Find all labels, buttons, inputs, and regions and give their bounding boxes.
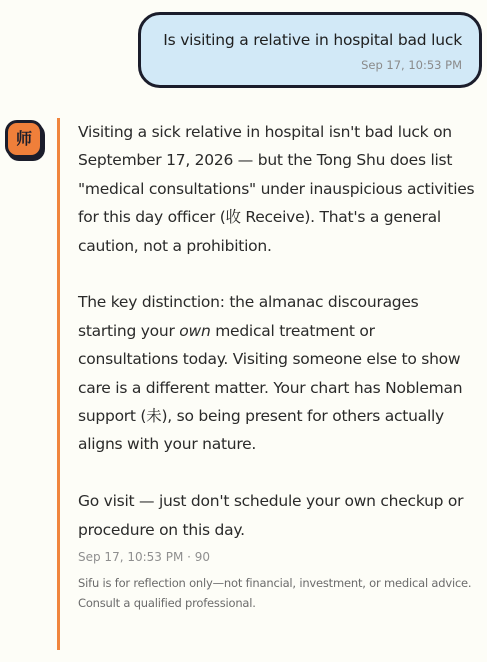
disclaimer-text: Sifu is for reflection only—not financial, investment, or medical advice. Consult a qualified professional. — [78, 576, 472, 611]
assistant-paragraph-2 — [78, 288, 478, 458]
user-message-row — [138, 12, 482, 88]
assistant-accent-bar — [57, 118, 60, 650]
paragraph-2-start: The key distinction: the almanac discourages starting your — [78, 293, 419, 340]
paragraph-2-end: medical treatment or consultations today. Visiting someone else to show care is a different matter. Your chart has Nobleman support (未), so being present for others actually aligns with your nature. — [78, 321, 463, 454]
assistant-paragraph-3: Go visit — just don't schedule your own checkup or procedure on this day. — [78, 492, 464, 539]
assistant-message — [78, 118, 478, 613]
avatar-glyph: 师 — [15, 129, 32, 148]
user-message-bubble — [138, 12, 482, 88]
assistant-message-meta: Sep 17, 10:53 PM · 90 — [78, 550, 211, 565]
assistant-paragraph-1: Visiting a sick relative in hospital isn't bad luck on September 17, 2026 — but the Tong Shu does list "medical consultations" under inauspicious activities for this day officer (收 Receive). That's a general caution, not a prohibition. — [78, 123, 475, 255]
user-message-timestamp: Sep 17, 10:53 PM — [361, 58, 462, 72]
user-message-text: Is visiting a relative in hospital bad luck — [163, 31, 462, 49]
emphasis-own: own — [179, 321, 211, 340]
sifu-avatar — [5, 120, 43, 158]
